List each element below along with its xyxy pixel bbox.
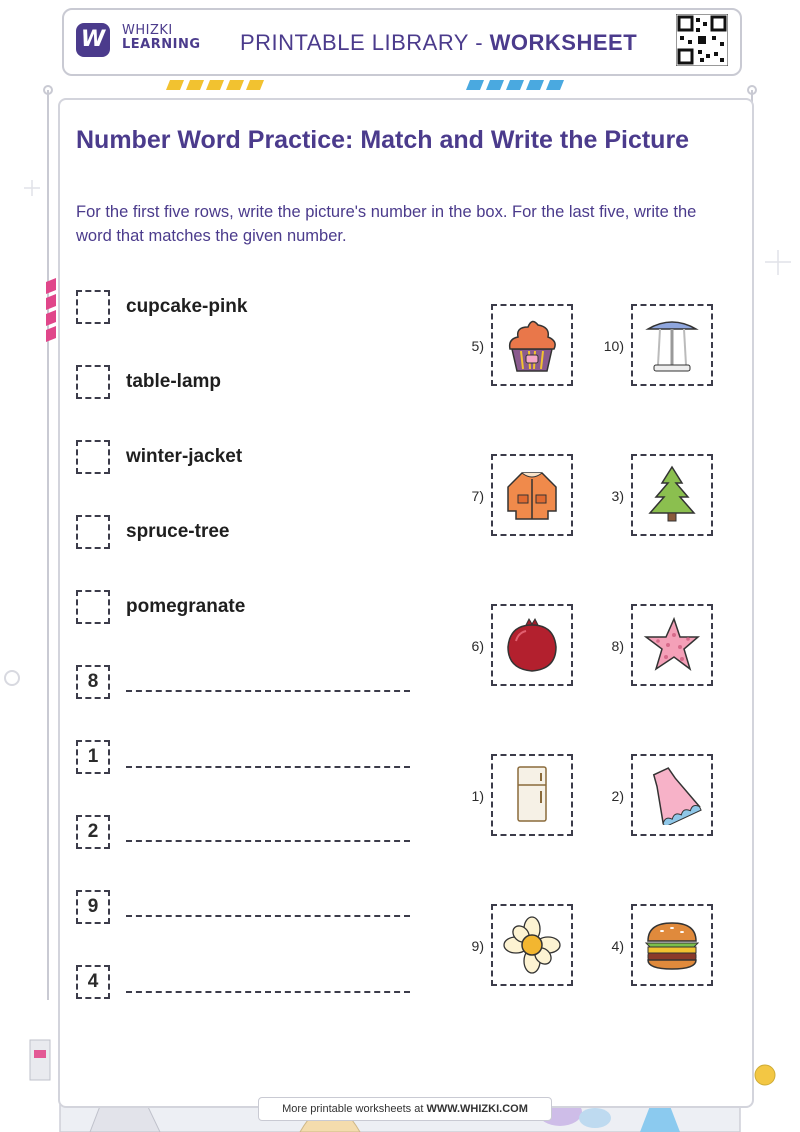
logo-line2: LEARNING xyxy=(122,37,201,53)
write-line-4[interactable] xyxy=(126,915,410,917)
picture-card-4 xyxy=(631,454,713,536)
qr-code-icon xyxy=(676,14,728,66)
number-box-3: 2 xyxy=(76,815,110,849)
starfish-icon xyxy=(642,615,702,675)
spruce-tree-icon xyxy=(642,465,702,525)
picture-label-5: 6) xyxy=(471,638,484,654)
write-line-5[interactable] xyxy=(126,991,410,993)
match-word-1: cupcake-pink xyxy=(126,296,248,317)
logo-wordmark xyxy=(122,24,201,53)
header-title-prefix: PRINTABLE LIBRARY - xyxy=(240,30,490,55)
footer-banner xyxy=(258,1097,552,1121)
burger-icon xyxy=(642,915,702,975)
daffodil-icon xyxy=(502,915,562,975)
table-lamp-icon xyxy=(642,315,702,375)
picture-card-3 xyxy=(491,454,573,536)
number-box-4: 9 xyxy=(76,890,110,924)
picture-card-9 xyxy=(491,904,573,986)
picture-card-1 xyxy=(491,304,573,386)
header-bar xyxy=(62,8,742,76)
write-line-2[interactable] xyxy=(126,766,410,768)
picture-label-4: 3) xyxy=(611,488,624,504)
picture-card-8 xyxy=(631,754,713,836)
answer-box-5[interactable] xyxy=(76,590,110,624)
yellow-accent-stripes xyxy=(166,80,266,90)
winter-jacket-icon xyxy=(502,465,562,525)
answer-box-4[interactable] xyxy=(76,515,110,549)
picture-card-7 xyxy=(491,754,573,836)
answer-box-1[interactable] xyxy=(76,290,110,324)
match-word-5: pomegranate xyxy=(126,596,246,617)
picture-label-1: 5) xyxy=(471,338,484,354)
cupcake-icon xyxy=(502,315,562,375)
refrigerator-icon xyxy=(502,765,562,825)
blue-accent-stripes xyxy=(466,80,566,90)
worksheet-instructions: For the first five rows, write the picture's number in the box. For the last five, write the word that matches the given number. xyxy=(76,203,697,245)
footer-text: More printable worksheets at xyxy=(282,1103,427,1115)
answer-box-3[interactable] xyxy=(76,440,110,474)
picture-card-10 xyxy=(631,904,713,986)
header-title xyxy=(240,30,637,56)
pomegranate-icon xyxy=(502,615,562,675)
answer-box-2[interactable] xyxy=(76,365,110,399)
worksheet-title: Number Word Practice: Match and Write the Picture xyxy=(76,126,690,154)
number-box-2: 1 xyxy=(76,740,110,774)
picture-card-5 xyxy=(491,604,573,686)
number-box-1: 8 xyxy=(76,665,110,699)
match-word-3: winter-jacket xyxy=(126,446,243,467)
logo-line1: WHIZKI xyxy=(122,23,173,38)
picture-label-3: 7) xyxy=(471,488,484,504)
match-word-2: table-lamp xyxy=(126,371,222,392)
picture-label-6: 8) xyxy=(611,638,624,654)
footer-link[interactable]: WWW.WHIZKI.COM xyxy=(426,1103,528,1115)
whizki-logo-icon: W xyxy=(76,23,110,57)
match-word-4: spruce-tree xyxy=(126,521,230,542)
write-line-3[interactable] xyxy=(126,840,410,842)
picture-label-10: 4) xyxy=(611,938,624,954)
dress-icon xyxy=(642,765,702,825)
picture-label-9: 9) xyxy=(471,938,484,954)
picture-card-6 xyxy=(631,604,713,686)
picture-card-2 xyxy=(631,304,713,386)
write-line-1[interactable] xyxy=(126,690,410,692)
header-title-bold: WORKSHEET xyxy=(489,30,638,55)
picture-label-8: 2) xyxy=(611,788,624,804)
number-box-5: 4 xyxy=(76,965,110,999)
picture-label-7: 1) xyxy=(471,788,484,804)
picture-label-2: 10) xyxy=(603,338,624,354)
